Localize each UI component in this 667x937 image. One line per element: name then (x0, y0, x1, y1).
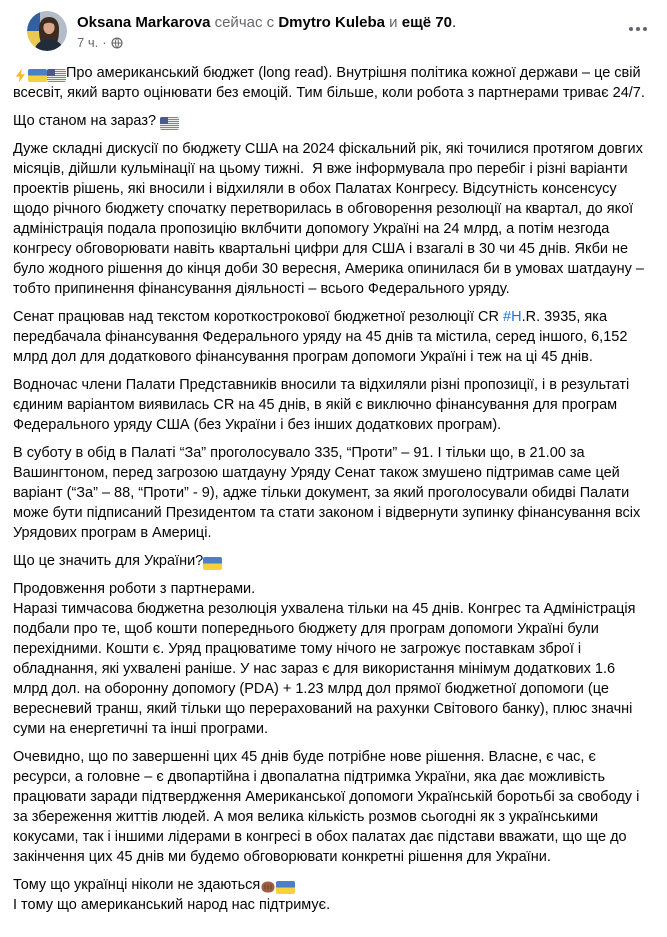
paragraph-text: Очевидно, що по завершенні цих 45 днів буде потрібне нове рішення. Власне, є час, є ресурси, а головне – є двопартійна і двопалатна підтримка України, яка дає можливість працювати заради підтвердження Американської допомоги Українській боротьбі за свободу і за збереження життів людей. А моя велика кількість розмов сьогодні як з українськими кокусами, так і іншими лідерами в конгресі в обох палатах дає підстави вважати, що ще до закінчення цих 45 днів ми будемо обговорювати конкретні рішення для України. (13, 749, 644, 865)
post-paragraph-closing (13, 875, 652, 915)
post-paragraph-house (13, 375, 652, 435)
others-count[interactable]: ещё 70 (401, 14, 452, 31)
ellipsis-icon (629, 27, 633, 31)
author-name[interactable]: Oksana Markarova (77, 14, 211, 31)
paragraph-text: .R. 3935, яка передбачала фінансування Федерального уряду на 45 днів та містила, серед іншого, 6,152 млрд дол для додаткового фінансування програм допомоги Україні і теж на ці 45 днів. (13, 309, 632, 365)
paragraph-text: Наразі тимчасова бюджетна резолюція ухвалена тільки на 45 днів. Конгрес та Адміністрація подбали про те, щоб кошти попереднього бюджету для програм допомоги Україні були перехідними. Кошти є. Уряд працюватиме тому нічого не загрожує поставкам зброї і обладнання, які ухвалені раніше. У нас зараз є для використання мінімум додаткових 1.6 млрд дол. на оборонну допомогу (PDA) + 1.23 млрд дол прямої бюджетної допомоги (це вересневий транш, який тільки що перерахований на рахунки Світового банку), плюс значні суми на енергетичні та інші програми. (13, 601, 640, 737)
ukraine-flag-icon (28, 69, 47, 82)
paragraph-text: В суботу в обід в Палаті “За” проголосувало 335, “Проти” – 91. І тільки що, в 21.00 за Вашингтоном, перед загрозою шатдауну Уряду Сенат також змушено підтримав саме цей варіант (“За” – 88, “Проти” - 9), адже тільки документ, за який проголосували обидві Палати може бути підписаний Президентом та стати законом і відвернути зупинку фінансування всіх Урядових програм в Америці. (13, 445, 645, 541)
post-paragraph-question-now (13, 111, 652, 131)
ellipsis-icon (636, 27, 640, 31)
paragraph-text: Що це значить для України? (13, 553, 204, 569)
paragraph-text: Сенат працював над текстом короткострокової бюджетної резолюції CR (13, 309, 504, 325)
ellipsis-icon (643, 27, 647, 31)
ukraine-flag-icon (276, 881, 295, 894)
hashtag-link[interactable]: #H (503, 309, 522, 325)
usa-flag-icon (47, 69, 66, 82)
post-paragraph-outlook (13, 747, 652, 867)
fist-icon (260, 880, 276, 894)
avatar[interactable] (27, 11, 67, 51)
meta-line (77, 34, 625, 51)
paragraph-text: Продовження роботи з партнерами. (13, 581, 256, 597)
paragraph-text: Тому що українці ніколи не здаються (13, 877, 261, 893)
name-line (77, 13, 625, 32)
period: . (451, 14, 457, 31)
timestamp[interactable]: 7 ч. (77, 35, 99, 50)
ukraine-flag-icon (203, 557, 222, 570)
post-paragraph-question-ukraine (13, 551, 652, 571)
post-paragraph-continuation (13, 579, 652, 739)
post-header (0, 0, 667, 51)
tagged-friend[interactable]: Dmytro Kuleba (278, 14, 385, 31)
paragraph-text: Про американський бюджет (long read). Внутрішня політика кожної держави – це свій всесвіт, який варто оцінювати без емоцій. Тим більше, коли робота з партнерами триває 24/7. (13, 65, 645, 101)
paragraph-text: І тому що американський народ нас підтримує. (13, 897, 331, 913)
paragraph-text: Водночас члени Палати Представників вносили та відхиляли різні пропозиції, і в результаті єдиним варіантом виявилась CR на 45 днів, в якій є виключно фінансування для програм Федерального уряду США (без України і без інших додаткових програм). (13, 377, 634, 433)
avatar-image (27, 11, 67, 51)
globe-icon (111, 37, 123, 49)
post-menu-button[interactable] (625, 17, 651, 41)
lightning-icon (13, 68, 28, 83)
post-paragraph-discussions (13, 139, 652, 299)
post-paragraph-vote (13, 443, 652, 543)
paragraph-text: Що станом на зараз? (13, 113, 161, 129)
dot-separator: · (102, 35, 107, 50)
header-info (77, 11, 625, 51)
paragraph-text: Дуже складні дискусії по бюджету США на 2024 фіскальний рік, які точилися протягом довгих місяців, дійшли кульмінації на цьому тижні. Я вже інформувала про перебіг і різні варіанти проектів рішень, які вносили і відхиляли в обох Палатах Конгресу. Відсутність консенсусу щодо річного бюджету спочатку перетворилась в обговорення резолюції на квартал, до якої адміністрація подала пропозицію вклбчити допомогу Україні на 24 млрд, а потім незгода конгресу обговорювати навіть квартальні цифри для США і взагалі в 30 чи 45 днів. Якби не було жодного рішення до кінця доби 30 вересня, Америка опинилася би в умовах шатдауну – тобто припинення фінансування діяльності – всього Федерального уряду. (13, 141, 648, 297)
post-paragraph-intro (13, 63, 652, 103)
context-and: и (389, 14, 398, 31)
post-body (0, 51, 667, 915)
post-paragraph-senate (13, 307, 652, 367)
usa-flag-icon (160, 117, 179, 130)
context-with: сейчас с (214, 14, 275, 31)
